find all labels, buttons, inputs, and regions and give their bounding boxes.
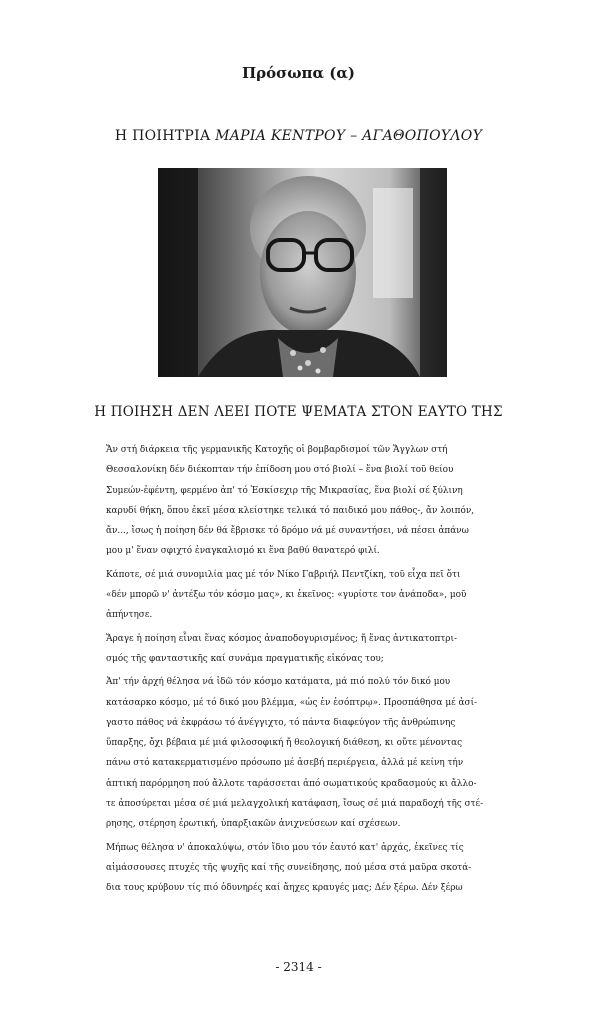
text-line: «δέν μπορῶ ν' ἀντέξω τόν κόσμο μας», κι ἐκεῖνος: «γυρίστε τον ἀνάποδα», μοῦ — [106, 590, 467, 601]
portrait-photo — [158, 168, 447, 377]
paragraph — [90, 440, 532, 562]
text-line: σμός τῆς φανταστικῆς καί συνάμα πραγματικῆς εἰκόνας του; — [106, 653, 384, 664]
section-header: Πρόσωπα (α) — [242, 64, 355, 82]
text-line: ἀπήντησε. — [106, 610, 153, 621]
text-line: Ἄν στή διάρκεια τῆς γερμανικῆς Κατοχῆς οἱ βομβαρδισμοί τῶν Ἄγγλων στή — [106, 445, 448, 455]
text-line: ἁπτική παρόρμηση πού ἄλλοτε ταράσσεται ἀπό σωματικούς κραδασμούς κι ἄλλο- — [106, 778, 477, 789]
paragraph — [90, 565, 532, 626]
text-line: πάνω στό κατακερματισμένο πρόσωπο μέ ἀσεβή περιέργεια, ἀλλά μέ κείνη τήν — [106, 758, 464, 769]
text-line: Ἀπ' τήν ἀρχή θέλησα νά ἰδῶ τόν κόσμο κατάματα, μά πιό πολύ τόν δικό μου — [106, 677, 451, 688]
text-line: αἱμάσσουσες πτυχές τῆς ψυχῆς καί τῆς συνείδησης, πού μέσα στά μαῦρα σκοτά- — [106, 862, 472, 873]
text-line: Θεσσαλονίκη δέν διέκοπταν τήν ἐπίδοση μου στό βιολί – ἕνα βιολί τοῦ θείου — [106, 465, 454, 476]
text-line: Μήπως θέλησα ν' ἀποκαλύψω, στόν ἴδιο μου τόν ἑαυτό κατ' ἀρχάς, ἐκεῖνες τίς — [106, 842, 464, 853]
text-line: Συμεών-ἐφέντη, φερμένο ἀπ' τό Ἐσκίσεχιρ τῆς Μικρασίας, ἕνα βιολί σέ ξύλινη — [106, 485, 463, 496]
page-number: - 2314 - — [275, 960, 322, 974]
text-line: ἄν..., ἴσως ἡ ποίηση δέν θά ἔβρισκε τό δρόμο νά μέ συναντήσει, νά πέσει ἀπάνω — [106, 526, 469, 537]
text-line: ὕπαρξης, ὄχι βέβαια μέ μιά φιλοσοφική ἤ θεολογική διάθεση, κι οὔτε μένοντας — [106, 738, 463, 749]
text-line: τε ἀποσύρεται μέσα σέ μιά μελαγχολική κατάφαση, ἴσως σέ μιά παραδοχή τῆς στέ- — [106, 799, 484, 810]
text-line: κατάσαρκο κόσμο, μέ τό δικό μου βλέμμα, «ὡς ἐν ἐσόπτρῳ». Προσπάθησα μέ ἀσί- — [106, 697, 478, 708]
title-poet-name: ΜΑΡΙΑ ΚΕΝΤΡΟΥ – ΑΓΑΘΟΠΟΥΛΟΥ — [215, 128, 483, 144]
text-line: γαστο πάθος νά ἐκφράσω τό ἀνέγγιχτο, τό πάντα διαφεύγον τῆς ἀνθρώπινης — [106, 717, 456, 728]
text-line: ρησης, στέρηση ἐρωτική, ὑπαρξιακῶν ἀνιχνεύσεων καί σχέσεων. — [106, 819, 401, 830]
text-line: καρυδί θήκη, ὅπου ἐκεῖ μέσα κλείστηκε τελικά τό παιδικό μου πάθος-, ἄν λοιπόν, — [106, 505, 475, 516]
text-line: Κάποτε, σέ μιά συνομιλία μας μέ τόν Νίκο Γαβριήλ Πεντζίκη, τοῦ εἶχα πεῖ ὅτι — [106, 569, 461, 580]
body-text — [90, 440, 532, 902]
text-line: δια τους κρύβουν τίς πιό ὀδυνηρές καί ἄηχες κραυγές μας; Δέν ξέρω. Δέν ξέρω — [106, 883, 463, 894]
paragraph — [90, 672, 532, 834]
article-title — [0, 128, 597, 144]
text-line: μου μ' ἕναν σφιχτό ἐναγκαλισμό κι ἕνα βαθύ θανατερό φιλί. — [106, 546, 380, 557]
title-prefix: Η ΠΟΙΗΤΡΙΑ — [114, 128, 216, 144]
article-subtitle: Η ΠΟΙΗΣΗ ΔΕΝ ΛΕΕΙ ΠΟΤΕ ΨΕΜΑΤΑ ΣΤΟΝ ΕΑΥΤΟ ΤΗΣ — [94, 404, 503, 420]
paragraph — [90, 629, 532, 670]
paragraph — [90, 838, 532, 899]
text-line: Ἄραγε ἡ ποίηση εἶναι ἕνας κόσμος ἀναποδογυρισμένος; ἤ ἕνας ἀντικατοπτρι- — [106, 633, 457, 644]
